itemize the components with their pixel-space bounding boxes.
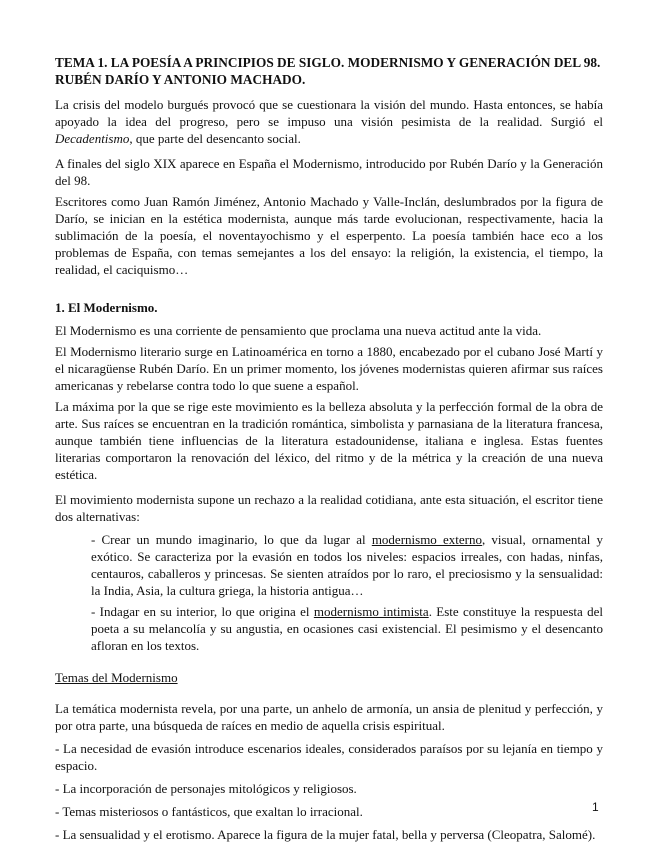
alternative-1 xyxy=(91,531,603,599)
modernismo-paragraph-2: El Modernismo literario surge en Latinoamérica en torno a 1880, encabezado por el cubano José Martí y el nicaragüense Rubén Darío. En un primer momento, los jóvenes modernistas quieren afirmar sus raíces americanas y rebelarse contra todo lo que suene a español. xyxy=(55,344,603,393)
intro-paragraph-3: Escritores como Juan Ramón Jiménez, Antonio Machado y Valle-Inclán, deslumbrados por la figura de Darío, se inician en la estética modernista, aunque más tarde evolucionan, respectivamente, hacia la sublimación de la poesía, el noventayochismo y el esperpento. La poesía también hace eco a los problemas de España, con temas semejantes a los del ensayo: la religión, la existencia, el tiempo, la realidad, el caciquismo… xyxy=(55,194,603,277)
modernismo-externo-term: modernismo externo xyxy=(371,532,482,547)
intro-p1-start: La crisis del modelo burgués provocó que se cuestionara la visión del mundo. Hasta entonces, se había apoyado la idea del progreso, pero se impuso una visión pesimista de la realidad. Surgió el xyxy=(55,97,603,129)
modernismo-paragraph-3: La máxima por la que se rige este movimiento es la belleza absoluta y la perfección formal de la obra de arte. Sus raíces se encuentran en la tradición romántica, simbolista y parnasiana de la literatura francesa, aunque también tiene influencias de la literatura estadounidense, italiana e inglesa. Estas fuentes literarias comportaron la renovación del léxico, del ritmo y de la métrica y la creación de una nueva estética. xyxy=(55,399,603,482)
temas-paragraph-1: La temática modernista revela, por una parte, un anhelo de armonía, un ansia de plenitud y perfección, y por otra parte, una búsqueda de raíces en medio de aquella crisis espiritual. xyxy=(55,701,603,733)
modernismo-intimista-term: modernismo intimista xyxy=(313,604,429,619)
page-number: 1 xyxy=(592,800,599,814)
alt2-end: . Este constituye la respuesta del poeta a su melancolía y su angustia, en ocasiones casi existencial. El pesimismo y el desencanto afloran en los textos. xyxy=(91,604,604,653)
document-title: TEMA 1. LA POESÍA A PRINCIPIOS DE SIGLO. MODERNISMO Y GENERACIÓN DEL 98. RUBÉN DARÍO Y ANTONIO MACHADO. xyxy=(55,55,601,87)
modernismo-paragraph-4: El movimiento modernista supone un rechazo a la realidad cotidiana, ante esta situación, el escritor tiene dos alternativas: xyxy=(55,492,603,524)
decadentismo-term: Decadentismo xyxy=(55,131,130,146)
temas-list-item: - La sensualidad y el erotismo. Aparece la figura de la mujer fatal, bella y perversa (Cleopatra, Salomé). xyxy=(55,827,596,842)
alt1-end: , visual, ornamental y exótico. Se caracteriza por la evasión en todos los niveles: espacios irreales, con hadas, ninfas, centauros, caballeros y princesas. Se sienten atraídos por lo raro, el preciosismo y la sensualidad: la India, Asia, la cultura griega, la historia antigua… xyxy=(91,532,604,598)
temas-list-item: - La incorporación de personajes mitológicos y religiosos. xyxy=(55,781,357,796)
temas-list-item: - Temas misteriosos o fantásticos, que exaltan lo irracional. xyxy=(55,804,363,819)
temas-heading: Temas del Modernismo xyxy=(55,670,178,685)
alt1-start: - Crear un mundo imaginario, lo que da lugar al xyxy=(91,532,372,547)
document-page xyxy=(55,54,603,843)
intro-p1-end: , que parte del desencanto social. xyxy=(129,131,301,146)
alt2-start: - Indagar en su interior, lo que origina el xyxy=(91,604,314,619)
modernismo-paragraph-1: El Modernismo es una corriente de pensamiento que proclama una nueva actitud ante la vida. xyxy=(55,323,542,338)
temas-list-item: - La necesidad de evasión introduce escenarios ideales, considerados paraísos por su lejanía en tiempo y espacio. xyxy=(55,741,603,773)
intro-paragraph-2: A finales del siglo XIX aparece en España el Modernismo, introducido por Rubén Darío y la Generación del 98. xyxy=(55,156,603,188)
section-heading-modernismo: 1. El Modernismo. xyxy=(55,300,158,315)
intro-paragraph-1 xyxy=(55,96,603,147)
alternative-2 xyxy=(91,603,603,654)
